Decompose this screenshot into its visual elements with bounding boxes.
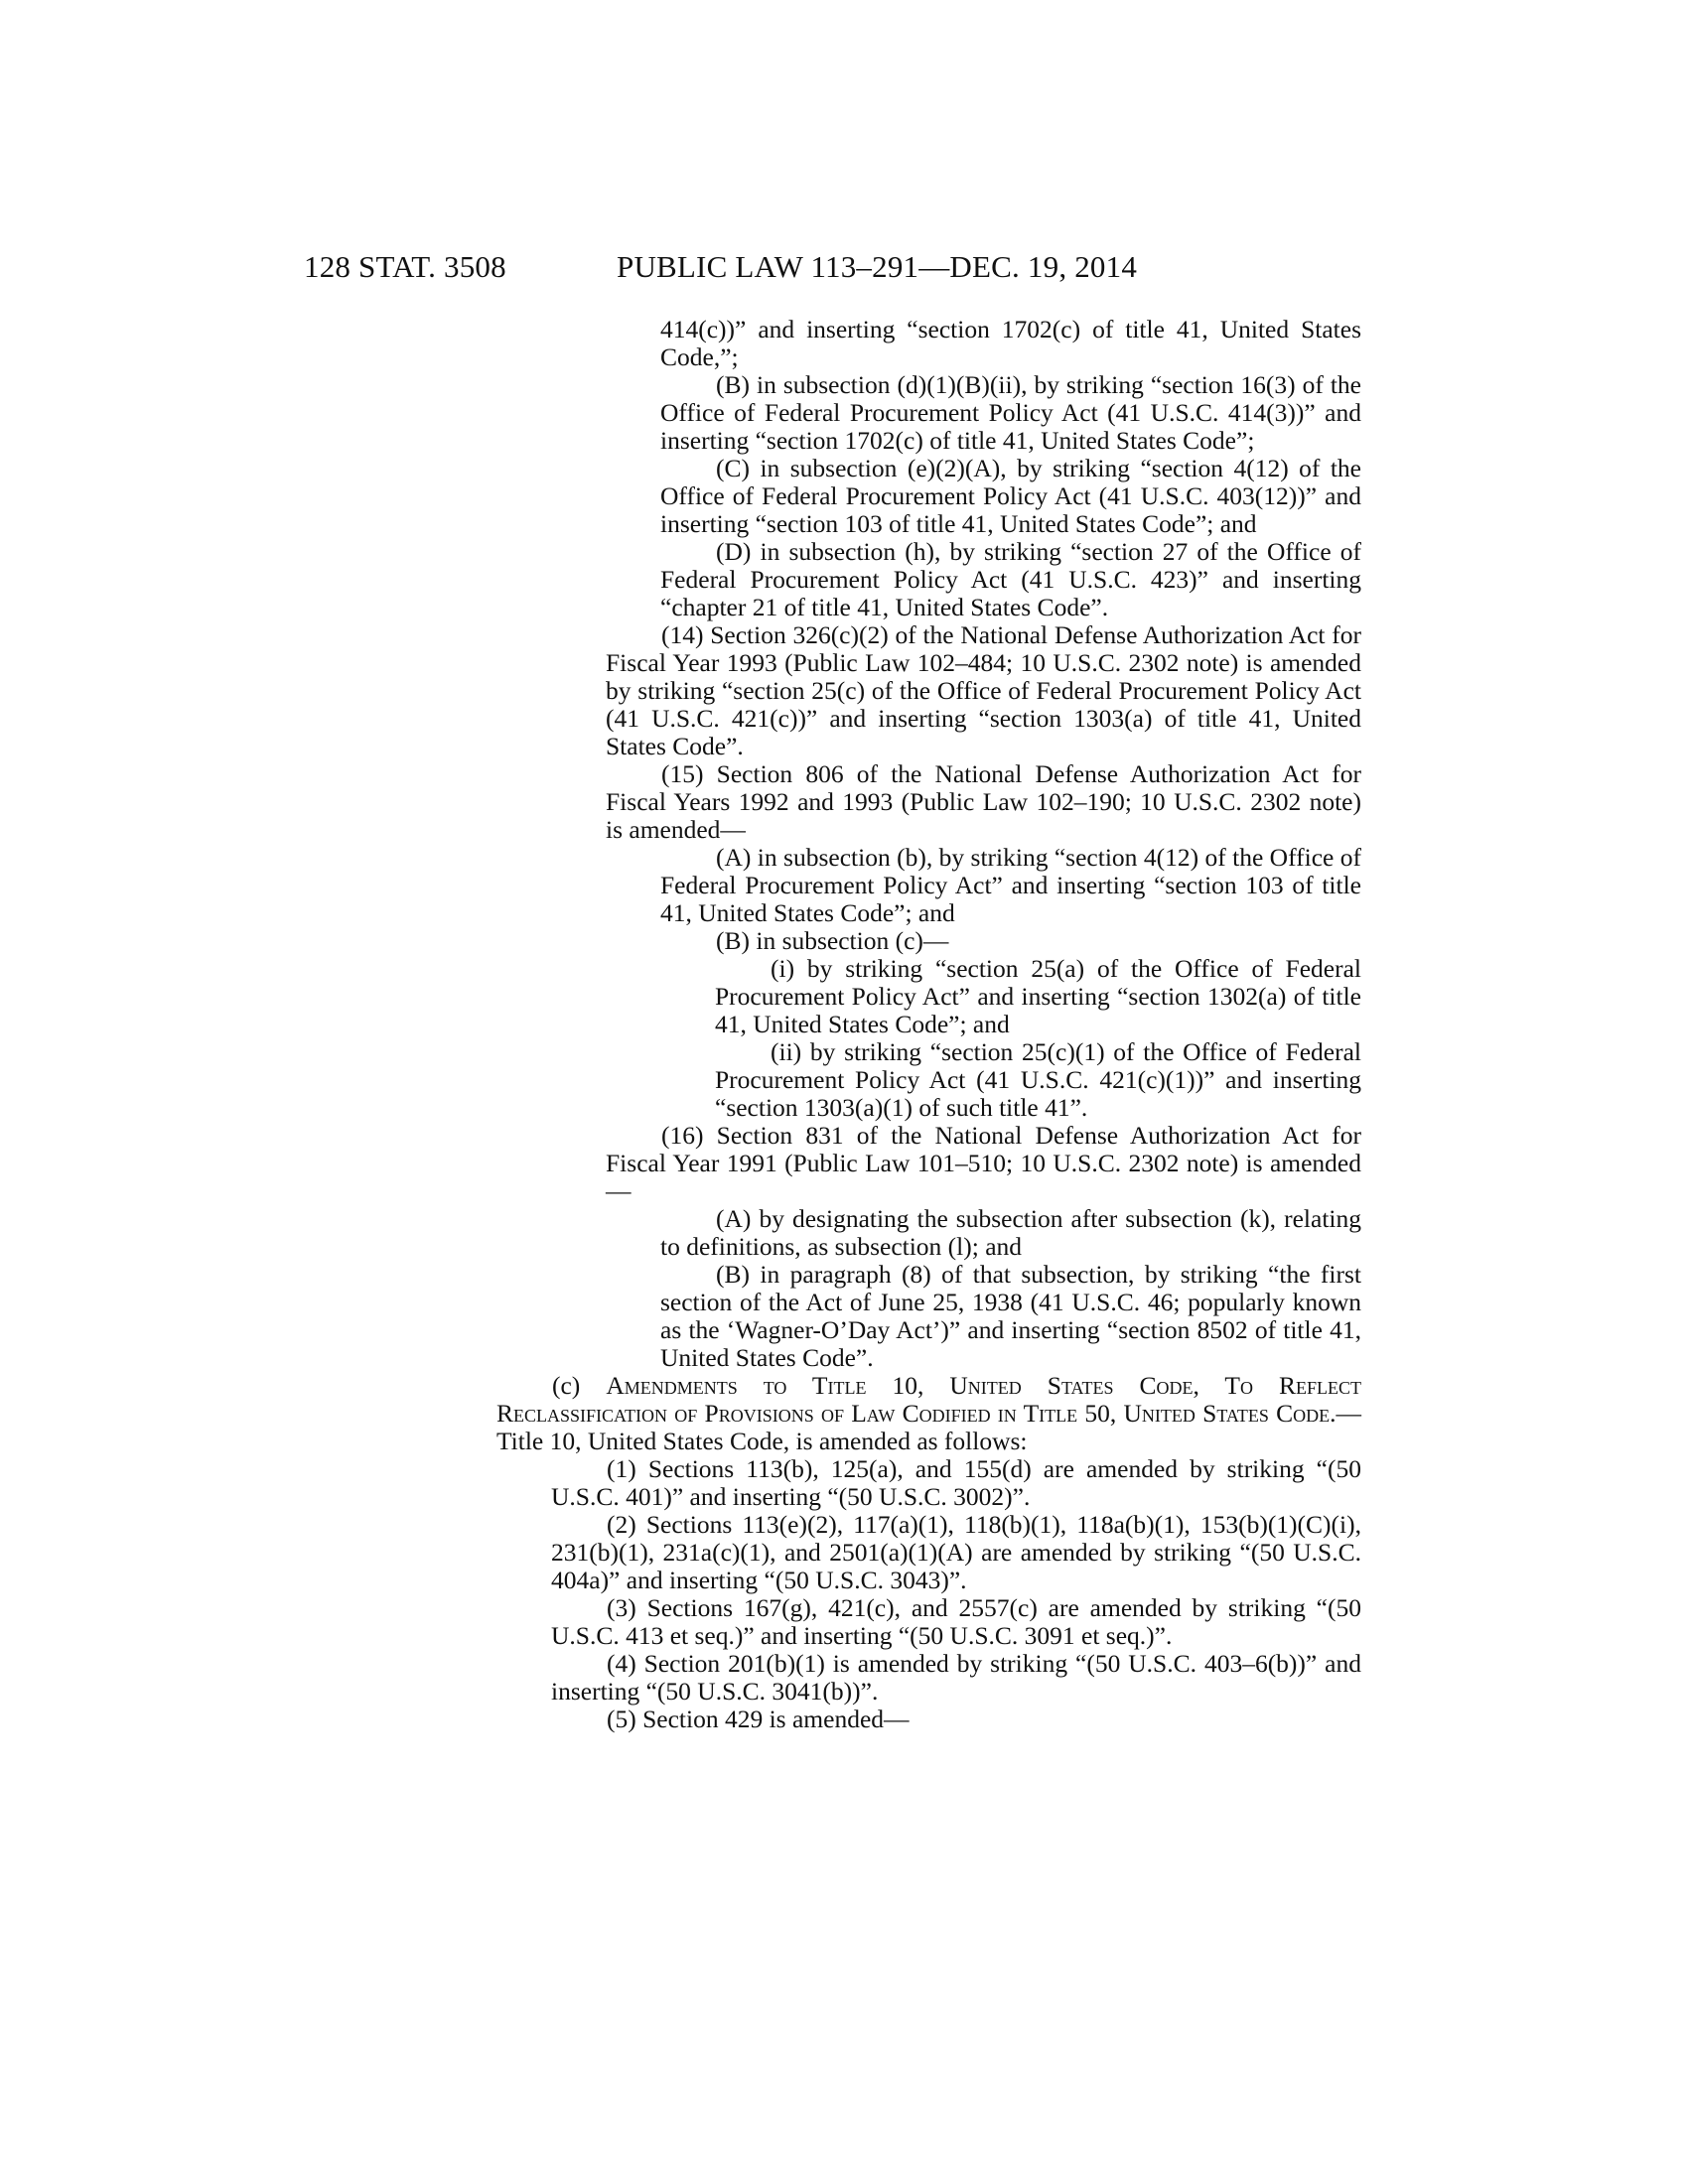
paragraph: (3) Sections 167(g), 421(c), and 2557(c) are amended by striking “(50 U.S.C. 413 et seq.)” and inserting “(50 U.S.C. 3091 et seq.)”.	[551, 1593, 1361, 1650]
paragraph: (D) in subsection (h), by striking “section 27 of the Office of Federal Procurement Policy Act (41 U.S.C. 423)” and inserting “chapter 21 of title 41, United States Code”.	[660, 537, 1361, 621]
paragraph: (2) Sections 113(e)(2), 117(a)(1), 118(b)(1), 118a(b)(1), 153(b)(1)(C)(i), 231(b)(1), 231a(c)(1), and 2501(a)(1)(A) are amended by striking “(50 U.S.C. 404a)” and inserting “(50 U.S.C. 3043)”.	[551, 1510, 1361, 1594]
page-citation: 128 STAT. 3508	[304, 249, 506, 284]
paragraph: (ii) by striking “section 25(c)(1) of the Office of Federal Procurement Policy Act (41 U.S.C. 421(c)(1))” and inserting “section 1303(a)(1) of such title 41”.	[715, 1037, 1361, 1122]
section-c-paragraph	[496, 1372, 1361, 1455]
paragraph: (A) by designating the subsection after subsection (k), relating to definitions, as subsection (l); and	[660, 1204, 1361, 1261]
paragraph: (15) Section 806 of the National Defense Authorization Act for Fiscal Years 1992 and 1993 (Public Law 102–190; 10 U.S.C. 2302 note) is amended—	[606, 759, 1361, 844]
paragraph: (14) Section 326(c)(2) of the National Defense Authorization Act for Fiscal Year 1993 (Public Law 102–484; 10 U.S.C. 2302 note) is amended by striking “section 25(c) of the Office of Federal Procurement Policy Act (41 U.S.C. 421(c))” and inserting “section 1303(a) of title 41, United States Code”.	[606, 620, 1361, 760]
paragraph: (16) Section 831 of the National Defense Authorization Act for Fiscal Year 1991 (Public Law 101–510; 10 U.S.C. 2302 note) is amended—	[606, 1121, 1361, 1205]
section-c-label: (c)	[552, 1371, 581, 1400]
paragraph: (B) in subsection (d)(1)(B)(ii), by striking “section 16(3) of the Office of Federal Procurement Policy Act (41 U.S.C. 414(3))” and inserting “section 1702(c) of title 41, United States Code”;	[660, 370, 1361, 455]
paragraph: (i) by striking “section 25(a) of the Office of Federal Procurement Policy Act” and inserting “section 1302(a) of title 41, United States Code”; and	[715, 954, 1361, 1038]
paragraph: (4) Section 201(b)(1) is amended by striking “(50 U.S.C. 403–6(b))” and inserting “(50 U.S.C. 3041(b))”.	[551, 1649, 1361, 1706]
paragraph: (B) in paragraph (8) of that subsection, by striking “the first section of the Act of June 25, 1938 (41 U.S.C. 46; popularly known as the ‘Wagner-O’Day Act’)” and inserting “section 8502 of title 41, United States Code”.	[660, 1260, 1361, 1372]
running-header: PUBLIC LAW 113–291—DEC. 19, 2014	[617, 249, 1138, 284]
paragraph: (5) Section 429 is amended—	[607, 1705, 910, 1733]
paragraph: (1) Sections 113(b), 125(a), and 155(d) are amended by striking “(50 U.S.C. 401)” and inserting “(50 U.S.C. 3002)”.	[551, 1454, 1361, 1511]
paragraph: (C) in subsection (e)(2)(A), by striking “section 4(12) of the Office of Federal Procurement Policy Act (41 U.S.C. 403(12))” and inserting “section 103 of title 41, United States Code”; and	[660, 454, 1361, 538]
section-c-heading: Amendments to Title 10, United States Code, To Reflect Reclassification of Provisions of Law Codified in Title 50, United States Code.	[496, 1371, 1361, 1428]
paragraph: (A) in subsection (b), by striking “section 4(12) of the Office of Federal Procurement Policy Act” and inserting “section 103 of title 41, United States Code”; and	[660, 843, 1361, 927]
paragraph: 414(c))” and inserting “section 1702(c) of title 41, United States Code,”;	[660, 315, 1361, 371]
section-c-text: —Title 10, United States Code, is amended as follows:	[496, 1399, 1361, 1455]
paragraph: (B) in subsection (c)—	[716, 926, 949, 955]
document-body	[496, 316, 1361, 1733]
